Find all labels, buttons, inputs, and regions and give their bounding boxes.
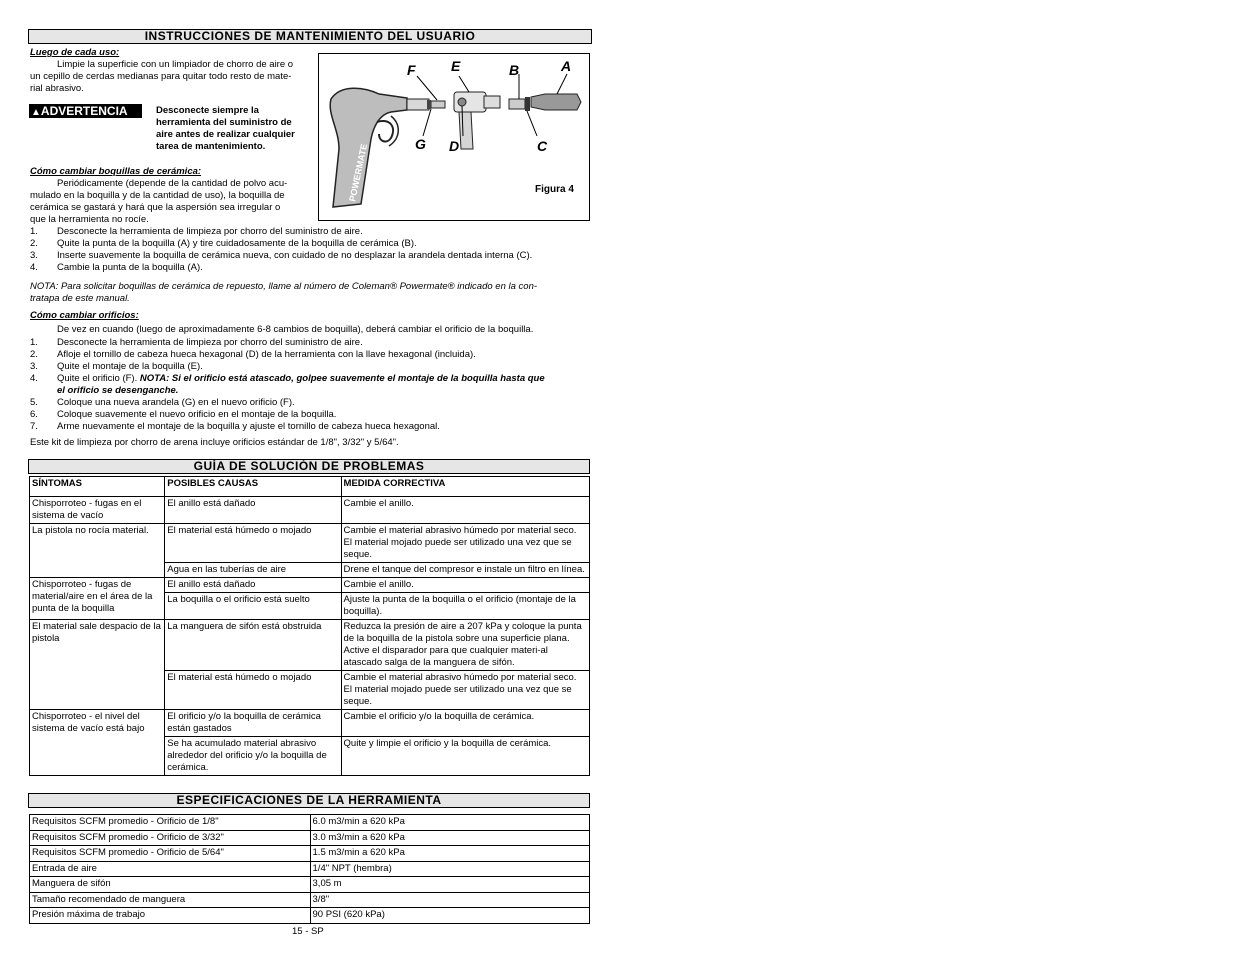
nozzle-intro-2: mulado en la boquilla y de la cantidad de uso), la boquilla de xyxy=(30,190,285,201)
cause-cell: La boquilla o el orificio está suelto xyxy=(165,593,341,620)
spec-label: Presión máxima de trabajo xyxy=(30,908,311,924)
orifice-step-text: Afloje el tornillo de cabeza hueca hexagonal (D) de la herramienta con la llave hexagonal (incluida). xyxy=(57,349,476,360)
nozzle-step-num: 4. xyxy=(30,262,38,273)
orifice-step-text: Arme nuevamente el montaje de la boquilla y ajuste el tornillo de cabeza hueca hexagonal. xyxy=(57,421,440,432)
orifice-step-4-note-cont: el orificio se desenganche. xyxy=(57,385,179,396)
spec-label: Requisitos SCFM promedio - Orificio de 1/8" xyxy=(30,815,311,831)
page-number: 15 - SP xyxy=(292,926,324,937)
warning-label: ADVERTENCIA xyxy=(40,104,128,118)
spec-row xyxy=(30,892,590,908)
fix-cell: Cambie el anillo. xyxy=(341,497,589,524)
spec-row xyxy=(30,815,590,831)
spec-value: 1/4" NPT (hembra) xyxy=(310,861,589,877)
orifice-step-num: 3. xyxy=(30,361,38,372)
figure-label-a: A xyxy=(561,58,572,74)
nozzle-intro-4: que la herramienta no rocíe. xyxy=(30,214,149,225)
warning-line: Desconecte siempre la xyxy=(156,105,259,116)
orifice-step-text: Coloque una nueva arandela (G) en el nuevo orificio (F). xyxy=(57,397,295,408)
nozzle-step-num: 2. xyxy=(30,238,38,249)
cause-cell: El anillo está dañado xyxy=(165,578,341,593)
nozzle-step-text: Desconecte la herramienta de limpieza por chorro del suministro de aire. xyxy=(57,226,363,237)
specs-table xyxy=(29,814,590,924)
symptom-cell: El material sale despacio de la pistola xyxy=(30,620,165,710)
fix-cell: Cambie el material abrasivo húmedo por material seco. El material mojado puede ser utilizado una vez que se seque. xyxy=(341,524,589,563)
figure-label-d: D xyxy=(449,138,460,154)
orifice-step-text xyxy=(57,373,597,397)
table-header-row xyxy=(30,477,590,497)
symptom-cell: Chisporroteo - fugas de material/aire en el área de la punta de la boquilla xyxy=(30,578,165,620)
cause-cell: El anillo está dañado xyxy=(165,497,341,524)
figure-label-c: C xyxy=(537,138,548,154)
fix-cell: Drene el tanque del compresor e instale un filtro en línea. xyxy=(341,563,589,578)
spec-value: 3,05 m xyxy=(310,877,589,893)
figure-caption: Figura 4 xyxy=(535,184,574,195)
warning-badge xyxy=(29,104,142,118)
cause-cell: El material está húmedo o mojado xyxy=(165,671,341,710)
table-row xyxy=(30,524,590,563)
spec-value: 3/8" xyxy=(310,892,589,908)
cause-cell: El material está húmedo o mojado xyxy=(165,524,341,563)
spec-value: 6.0 m3/min a 620 kPa xyxy=(310,815,589,831)
after-use-line-3: rial abrasivo. xyxy=(30,83,84,94)
nozzle-step-text: Quite la punta de la boquilla (A) y tire cuidadosamente de la boquilla de cerámica (B). xyxy=(57,238,417,249)
cause-cell: La manguera de sifón está obstruida xyxy=(165,620,341,671)
warning-line: herramienta del suministro de xyxy=(156,117,292,128)
orifice-step-num: 2. xyxy=(30,349,38,360)
spec-value: 3.0 m3/min a 620 kPa xyxy=(310,830,589,846)
troubleshooting-title: GUÍA DE SOLUCIÓN DE PROBLEMAS xyxy=(28,459,590,474)
after-use-heading: Luego de cada uso: xyxy=(30,47,120,58)
gun-brand-text: POWERMATE xyxy=(347,142,370,203)
spec-row xyxy=(30,861,590,877)
spec-value: 90 PSI (620 kPa) xyxy=(310,908,589,924)
nozzle-step-text: Cambie la punta de la boquilla (A). xyxy=(57,262,203,273)
figure-label-g: G xyxy=(415,136,426,152)
maintenance-title: INSTRUCCIONES DE MANTENIMIENTO DEL USUARIO xyxy=(28,29,592,44)
spec-value: 1.5 m3/min a 620 kPa xyxy=(310,846,589,862)
orifice-step-num: 7. xyxy=(30,421,38,432)
fix-cell: Reduzca la presión de aire a 207 kPa y coloque la punta de la boquilla de la pistola sobre una superficie plana. Active el disparador para que cualquier materi-al atascado salga de la manguera de sifón. xyxy=(341,620,589,671)
warning-line: tarea de mantenimiento. xyxy=(156,141,266,152)
specs-title: ESPECIFICACIONES DE LA HERRAMIENTA xyxy=(28,793,590,808)
symptom-cell: Chisporroteo - el nivel del sistema de vacío está bajo xyxy=(30,710,165,776)
orifice-step-num: 1. xyxy=(30,337,38,348)
note-line-1: NOTA: Para solicitar boquillas de cerámica de repuesto, llame al número de Coleman® Powermate® indicado en la con- xyxy=(30,281,538,292)
orifice-step-text: Desconecte la herramienta de limpieza por chorro del suministro de aire. xyxy=(57,337,363,348)
nozzle-step-num: 3. xyxy=(30,250,38,261)
nozzle-heading: Cómo cambiar boquillas de cerámica: xyxy=(30,166,202,177)
fix-cell: Cambie el material abrasivo húmedo por material seco. El material mojado puede ser utilizado una vez que se seque. xyxy=(341,671,589,710)
warning-text xyxy=(156,105,295,153)
spec-row xyxy=(30,908,590,924)
orifice-step-4-note: NOTA: Si el orificio está atascado, golpee suavemente el montaje de la boquilla hasta que xyxy=(139,373,545,384)
spec-row xyxy=(30,846,590,862)
fix-cell: Cambie el anillo. xyxy=(341,578,589,593)
cause-cell: El orificio y/o la boquilla de cerámica están gastados xyxy=(165,710,341,737)
spec-label: Manguera de sifón xyxy=(30,877,311,893)
fix-cell: Ajuste la punta de la boquilla o el orificio (montaje de la boquilla). xyxy=(341,593,589,620)
nozzle-step-text: Inserte suavemente la boquilla de cerámica nueva, con cuidado de no desplazar la arandela dentada interna (C). xyxy=(57,250,533,261)
table-row xyxy=(30,620,590,671)
figure-4 xyxy=(318,53,590,221)
fix-cell: Cambie el orificio y/o la boquilla de cerámica. xyxy=(341,710,589,737)
orifice-step-4-text: Quite el orificio (F). xyxy=(57,373,140,384)
orifice-intro: De vez en cuando (luego de aproximadamente 6-8 cambios de boquilla), deberá cambiar el orificio de la boquilla. xyxy=(57,324,534,335)
figure-label-e: E xyxy=(451,58,461,74)
after-use-line-1: Limpie la superficie con un limpiador de chorro de aire o xyxy=(57,59,294,70)
sandblast-gun-illustration xyxy=(319,54,589,220)
spec-row xyxy=(30,877,590,893)
symptom-cell: La pistola no rocía material. xyxy=(30,524,165,578)
cause-cell: Se ha acumulado material abrasivo alrededor del orificio y/o la boquilla de cerámica. xyxy=(165,737,341,776)
cause-cell: Agua en las tuberías de aire xyxy=(165,563,341,578)
spec-label: Entrada de aire xyxy=(30,861,311,877)
warning-line: aire antes de realizar cualquier xyxy=(156,129,295,140)
orifice-step-text: Coloque suavemente el nuevo orificio en el montaje de la boquilla. xyxy=(57,409,337,420)
after-use-line-2: un cepillo de cerdas medianas para quitar todo resto de mate- xyxy=(30,71,292,82)
note-line-2: tratapa de este manual. xyxy=(30,293,130,304)
fix-cell: Quite y limpie el orificio y la boquilla de cerámica. xyxy=(341,737,589,776)
header-causes: POSIBLES CAUSAS xyxy=(165,477,341,497)
spec-label: Tamaño recomendado de manguera xyxy=(30,892,311,908)
table-row xyxy=(30,578,590,593)
table-row xyxy=(30,497,590,524)
figure-label-f: F xyxy=(407,62,416,78)
orifice-heading: Cómo cambiar orificios: xyxy=(30,310,139,321)
orifice-step-num: 6. xyxy=(30,409,38,420)
nozzle-step-num: 1. xyxy=(30,226,38,237)
orifice-step-text: Quite el montaje de la boquilla (E). xyxy=(57,361,203,372)
orifice-step-num: 4. xyxy=(30,373,38,384)
table-row xyxy=(30,710,590,737)
figure-label-b: B xyxy=(509,62,520,78)
symptom-cell: Chisporroteo - fugas en el sistema de vacío xyxy=(30,497,165,524)
spec-label: Requisitos SCFM promedio - Orificio de 3/32" xyxy=(30,830,311,846)
spec-label: Requisitos SCFM promedio - Orificio de 5/64" xyxy=(30,846,311,862)
header-fix: MEDIDA CORRECTIVA xyxy=(341,477,589,497)
warning-icon: ▲ xyxy=(31,107,41,118)
header-symptoms: SÍNTOMAS xyxy=(30,477,165,497)
nozzle-intro-1: Periódicamente (depende de la cantidad de polvo acu- xyxy=(57,178,288,189)
spec-row xyxy=(30,830,590,846)
orifice-step-num: 5. xyxy=(30,397,38,408)
kit-note: Este kit de limpieza por chorro de arena incluye orificios estándar de 1/8", 3/32" y 5/64". xyxy=(30,437,399,448)
troubleshooting-table xyxy=(29,476,590,776)
nozzle-intro-3: cerámica se gastará y hará que la aspersión sea irregular o xyxy=(30,202,281,213)
